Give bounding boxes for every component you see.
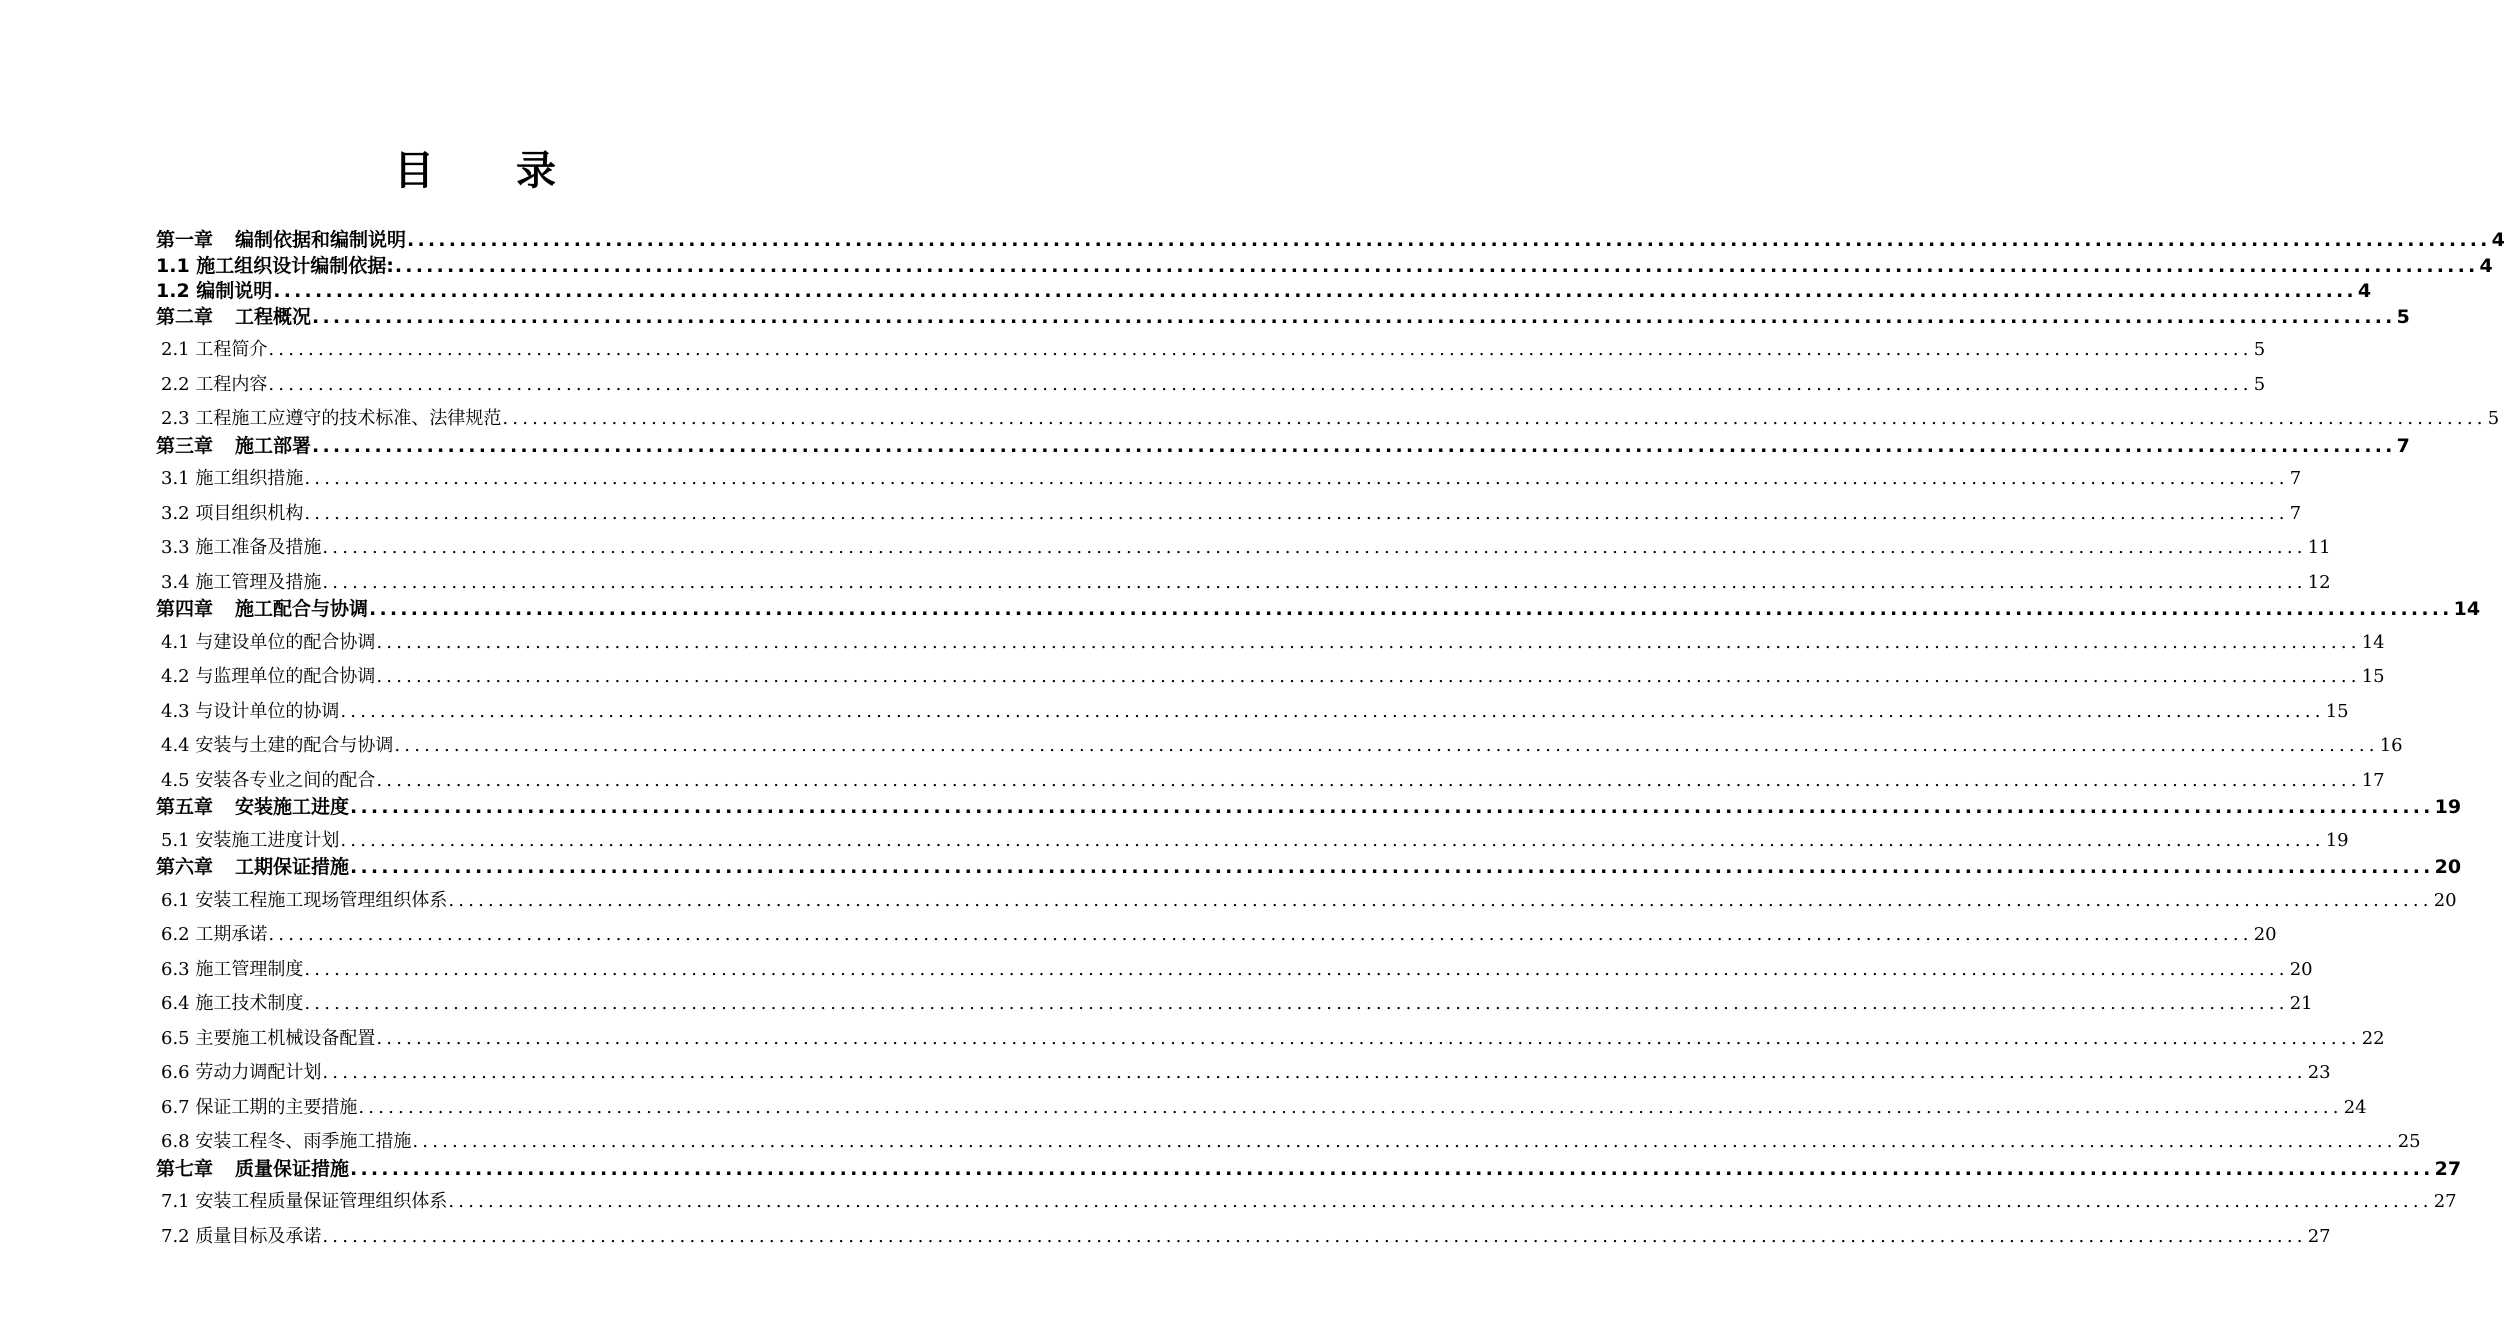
toc-dot-leader: ........................................................................................................................................................................................................ [322,1062,2307,1083]
toc-section-entry[interactable] [156,950,2313,985]
toc-page-number: 5 [2253,339,2266,360]
toc-dot-leader: ........................................................................................................................................................................................................ [350,856,2434,878]
toc-entry-title: 3.1 施工组织措施 [161,468,304,489]
toc-entry-text [156,434,311,460]
toc-chapter-label: 第五章 [156,796,214,818]
toc-page-number: 15 [2361,666,2385,687]
toc-chapter-label: 第七章 [156,1157,214,1180]
toc-dot-leader: ........................................................................................................................................................................................................ [322,537,2307,558]
toc-entry-text [156,597,368,623]
toc-dot-leader: ........................................................................................................................................................................................................ [268,924,2253,945]
toc-chapter-label: 第三章 [156,434,214,457]
toc-page-number: 5 [2487,408,2500,429]
toc-chapter-entry[interactable] [156,305,2410,331]
toc-section-entry[interactable] [156,330,2266,365]
table-of-contents [156,228,2505,1251]
toc-chapter-label: 第二章 [156,305,214,328]
toc-section-entry[interactable] [156,1217,2331,1252]
toc-page-number: 20 [2433,889,2457,911]
toc-dot-leader: ........................................................................................................................................................................................................ [412,1131,2397,1152]
toc-chapter-entry[interactable] [156,1157,2462,1183]
toc-chapter-entry[interactable] [156,279,2372,305]
toc-page-number: 4 [2479,254,2493,277]
toc-page-number: 7 [2289,468,2302,489]
toc-dot-leader: ........................................................................................................................................................................................................ [376,1027,2361,1049]
toc-entry-title: 6.6 劳动力调配计划 [161,1062,322,1083]
toc-page-number: 27 [2433,1191,2457,1212]
toc-chapter-label: 第六章 [156,856,214,878]
toc-section-entry[interactable] [156,494,2302,529]
toc-section-entry[interactable] [156,915,2277,950]
toc-entry-title: 工期保证措施 [235,856,350,878]
toc-section-entry[interactable] [156,563,2331,598]
toc-entry-text [156,305,311,331]
toc-entry-text [156,228,406,254]
toc-entry-text [156,254,394,280]
toc-section-entry[interactable] [156,1182,2457,1217]
toc-entry-title: 6.7 保证工期的主要措施 [161,1096,358,1118]
toc-dot-leader: ........................................................................................................................................................................................................ [304,993,2289,1014]
toc-dot-leader: ........................................................................................................................................................................................................ [376,631,2361,653]
toc-dot-leader: ........................................................................................................................................................................................................ [448,1191,2433,1212]
toc-dot-leader: ........................................................................................................................................................................................................ [322,571,2307,593]
toc-entry-title: 6.3 施工管理制度 [161,958,304,980]
toc-dot-leader: ........................................................................................................................................................................................................ [304,958,2289,980]
toc-dot-leader: ........................................................................................................................................................................................................ [312,434,2396,457]
toc-section-entry[interactable] [156,1122,2421,1157]
toc-dot-leader: ........................................................................................................................................................................................................ [350,796,2434,818]
toc-page-number: 11 [2307,537,2331,558]
toc-section-entry[interactable] [156,984,2313,1019]
toc-page-number: 27 [2434,1157,2462,1180]
toc-entry-title: 2.1 工程简介 [161,339,268,360]
toc-entry-text [156,855,349,881]
toc-entry-title: 6.2 工期承诺 [161,924,268,945]
toc-dot-leader: ........................................................................................................................................................................................................ [340,700,2325,722]
toc-page-number: 16 [2379,735,2403,756]
toc-page-number: 21 [2289,993,2313,1014]
toc-entry-text [156,1157,349,1183]
toc-entry-title: 7.1 安装工程质量保证管理组织体系 [161,1191,448,1212]
toc-page-number: 27 [2307,1225,2331,1247]
toc-page-number: 19 [2434,796,2462,818]
toc-section-entry[interactable] [156,881,2457,916]
toc-page-number: 17 [2361,769,2385,791]
toc-section-entry[interactable] [156,1053,2331,1088]
toc-dot-leader: ........................................................................................................................................................................................................ [304,502,2289,524]
toc-page-number: 4 [2357,280,2372,302]
toc-page-number: 15 [2325,700,2349,722]
toc-dot-leader: ........................................................................................................................................................................................................ [304,468,2289,489]
toc-dot-leader: ........................................................................................................................................................................................................ [358,1096,2343,1118]
toc-chapter-entry[interactable] [156,254,2493,280]
toc-section-entry[interactable] [156,726,2403,761]
toc-section-entry[interactable] [156,692,2349,727]
toc-dot-leader: ........................................................................................................................................................................................................ [273,280,2357,302]
toc-entry-title: 4.4 安装与土建的配合与协调 [161,735,394,756]
toc-entry-title: 5.1 安装施工进度计划 [161,829,340,851]
toc-section-entry[interactable] [156,761,2385,796]
toc-entry-title: 施工配合与协调 [235,598,369,620]
toc-entry-title: 3.4 施工管理及措施 [161,571,322,593]
toc-chapter-label: 第一章 [156,229,214,251]
toc-page-number: 12 [2307,571,2331,593]
toc-entry-title: 4.5 安装各专业之间的配合 [161,769,376,791]
toc-entry-title: 施工部署 [235,434,312,457]
toc-page-number: 7 [2396,434,2410,457]
toc-page-number: 20 [2289,958,2313,980]
toc-entry-title: 4.2 与监理单位的配合协调 [161,666,376,687]
toc-page-number: 22 [2361,1027,2385,1049]
toc-entry-title: 7.2 质量目标及承诺 [161,1225,322,1247]
toc-entry-title: 6.5 主要施工机械设备配置 [161,1027,376,1049]
toc-entry-title: 4.1 与建设单位的配合协调 [161,631,376,653]
toc-entry-title: 2.2 工程内容 [161,373,268,395]
toc-dot-leader: ........................................................................................................................................................................................................ [340,829,2325,851]
toc-dot-leader: ........................................................................................................................................................................................................ [394,735,2379,756]
toc-dot-leader: ........................................................................................................................................................................................................ [369,598,2453,620]
toc-page-number: 14 [2453,598,2481,620]
toc-entry-title: 1.1 施工组织设计编制依据: [156,254,394,277]
toc-chapter-entry[interactable] [156,795,2462,821]
toc-dot-leader: ........................................................................................................................................................................................................ [322,1225,2307,1247]
toc-entry-title: 2.3 工程施工应遵守的技术标准、法律规范 [161,408,502,429]
toc-page-number: 19 [2325,829,2349,851]
toc-dot-leader: ........................................................................................................................................................................................................ [376,666,2361,687]
toc-page-number: 23 [2307,1062,2331,1083]
toc-dot-leader: ........................................................................................................................................................................................................ [502,408,2487,429]
toc-dot-leader: ........................................................................................................................................................................................................ [394,254,2479,277]
toc-section-entry[interactable] [156,459,2302,494]
toc-chapter-entry[interactable] [156,855,2462,881]
toc-page-number: 24 [2343,1096,2367,1118]
toc-entry-text [156,795,349,821]
toc-entry-title: 工程概况 [235,305,312,328]
toc-entry-title: 质量保证措施 [235,1157,350,1180]
toc-entry-title: 1.2 编制说明 [156,280,273,302]
toc-section-entry[interactable] [156,657,2385,692]
toc-section-entry[interactable] [156,623,2385,658]
toc-entry-title: 3.3 施工准备及措施 [161,537,322,558]
toc-entry-text [156,279,272,305]
toc-page-number: 20 [2434,856,2462,878]
toc-section-entry[interactable] [156,365,2266,400]
page-title: 目 录 [394,148,590,194]
toc-chapter-entry[interactable] [156,434,2410,460]
toc-section-entry[interactable] [156,821,2349,856]
toc-dot-leader: ........................................................................................................................................................................................................ [448,889,2433,911]
toc-entry-title: 4.3 与设计单位的协调 [161,700,340,722]
toc-dot-leader: ........................................................................................................................................................................................................ [376,769,2361,791]
toc-chapter-entry[interactable] [156,597,2481,623]
toc-entry-title: 6.1 安装工程施工现场管理组织体系 [161,889,448,911]
toc-dot-leader: ........................................................................................................................................................................................................ [268,339,2253,360]
toc-page-number: 5 [2396,305,2410,328]
toc-dot-leader: ........................................................................................................................................................................................................ [268,373,2253,395]
toc-page-number: 14 [2361,631,2385,653]
toc-page-number: 4 [2491,229,2505,251]
toc-entry-title: 3.2 项目组织机构 [161,502,304,524]
toc-page-number: 20 [2253,924,2277,945]
toc-entry-title: 6.8 安装工程冬、雨季施工措施 [161,1131,412,1152]
toc-section-entry[interactable] [156,1019,2385,1054]
toc-dot-leader: ........................................................................................................................................................................................................ [407,229,2491,251]
toc-dot-leader: ........................................................................................................................................................................................................ [312,305,2396,328]
toc-entry-title: 安装施工进度 [235,796,350,818]
toc-entry-text [161,1217,321,1257]
toc-page-number: 7 [2289,502,2302,524]
toc-section-entry[interactable] [156,399,2500,434]
toc-page-number: 5 [2253,373,2266,395]
toc-section-entry[interactable] [156,1088,2367,1123]
toc-entry-title: 6.4 施工技术制度 [161,993,304,1014]
toc-dot-leader: ........................................................................................................................................................................................................ [350,1157,2434,1180]
toc-entry-title: 编制依据和编制说明 [235,229,407,251]
toc-page-number: 25 [2397,1131,2421,1152]
toc-chapter-label: 第四章 [156,598,214,620]
toc-chapter-entry[interactable] [156,228,2505,254]
toc-section-entry[interactable] [156,528,2331,563]
